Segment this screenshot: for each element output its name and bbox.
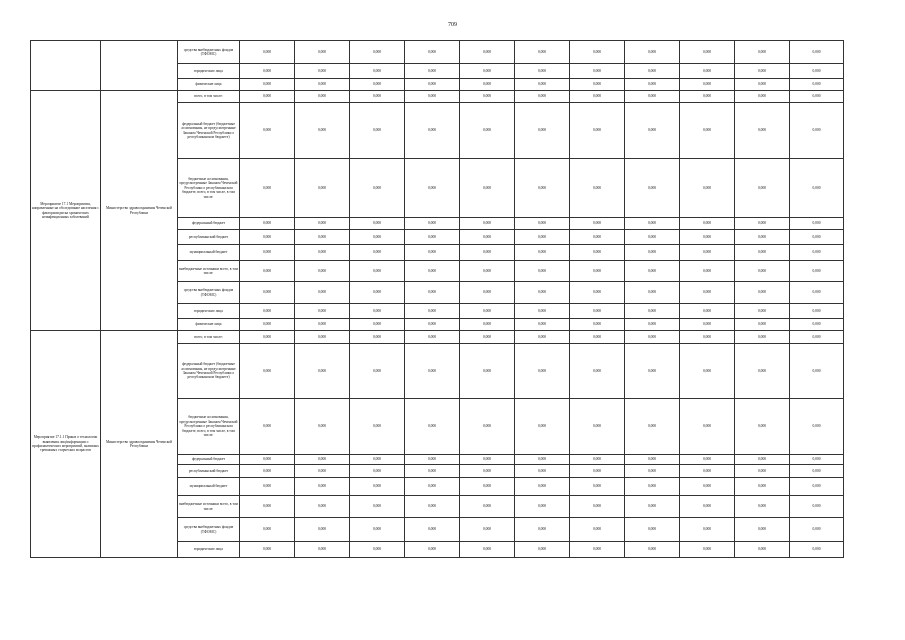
value-cell: 0,000	[790, 455, 844, 465]
value-cell: 0,000	[295, 230, 350, 245]
value-cell: 0,000	[295, 399, 350, 455]
value-cell: 0,000	[295, 41, 350, 64]
value-cell: 0,000	[570, 230, 625, 245]
value-cell: 0,000	[350, 261, 405, 282]
value-cell: 0,000	[515, 79, 570, 91]
value-cell: 0,000	[625, 282, 680, 304]
page-number: 709	[448, 22, 457, 28]
value-cell: 0,000	[240, 344, 295, 399]
value-cell: 0,000	[570, 64, 625, 79]
value-cell: 0,000	[570, 399, 625, 455]
value-cell: 0,000	[350, 399, 405, 455]
funding-source-cell: юридические лица	[178, 64, 240, 79]
value-cell: 0,000	[570, 79, 625, 91]
value-cell: 0,000	[515, 282, 570, 304]
value-cell: 0,000	[790, 344, 844, 399]
value-cell: 0,000	[295, 282, 350, 304]
value-cell: 0,000	[460, 64, 515, 79]
value-cell: 0,000	[625, 218, 680, 230]
value-cell: 0,000	[515, 230, 570, 245]
value-cell: 0,000	[790, 159, 844, 218]
value-cell: 0,000	[405, 282, 460, 304]
value-cell: 0,000	[515, 344, 570, 399]
value-cell: 0,000	[405, 261, 460, 282]
value-cell: 0,000	[735, 399, 790, 455]
value-cell: 0,000	[680, 103, 735, 159]
funding-source-cell: юридические лица	[178, 542, 240, 558]
value-cell: 0,000	[240, 455, 295, 465]
value-cell: 0,000	[295, 496, 350, 518]
value-cell: 0,000	[790, 282, 844, 304]
value-cell: 0,000	[295, 331, 350, 344]
value-cell: 0,000	[570, 319, 625, 331]
value-cell: 0,000	[790, 304, 844, 319]
value-cell: 0,000	[295, 465, 350, 478]
value-cell: 0,000	[240, 41, 295, 64]
value-cell: 0,000	[735, 542, 790, 558]
funding-source-cell: средства внебюджетных фондов (ТФОМС)	[178, 282, 240, 304]
value-cell: 0,000	[625, 478, 680, 496]
value-cell: 0,000	[460, 103, 515, 159]
value-cell: 0,000	[350, 496, 405, 518]
value-cell: 0,000	[295, 344, 350, 399]
funding-source-cell: бюджетные ассигнования, предусмотренные Законом Чеченской Республики о республиканском бюджете, всего, в том числе, в том числе:	[178, 159, 240, 218]
value-cell: 0,000	[570, 496, 625, 518]
executor-cell: Министерство здравоохранения Чеченской Республики	[101, 91, 178, 331]
value-cell: 0,000	[625, 245, 680, 261]
value-cell: 0,000	[240, 245, 295, 261]
value-cell: 0,000	[625, 304, 680, 319]
value-cell: 0,000	[790, 64, 844, 79]
value-cell: 0,000	[735, 41, 790, 64]
value-cell: 0,000	[625, 230, 680, 245]
value-cell: 0,000	[790, 331, 844, 344]
value-cell: 0,000	[350, 64, 405, 79]
value-cell: 0,000	[405, 79, 460, 91]
value-cell: 0,000	[680, 91, 735, 103]
value-cell: 0,000	[350, 304, 405, 319]
value-cell: 0,000	[735, 478, 790, 496]
funding-source-cell: средства внебюджетных фондов (ТФОМС)	[178, 41, 240, 64]
value-cell: 0,000	[515, 399, 570, 455]
value-cell: 0,000	[350, 41, 405, 64]
value-cell: 0,000	[570, 91, 625, 103]
value-cell: 0,000	[680, 399, 735, 455]
value-cell: 0,000	[350, 319, 405, 331]
value-cell: 0,000	[350, 230, 405, 245]
value-cell: 0,000	[405, 64, 460, 79]
value-cell: 0,000	[350, 91, 405, 103]
value-cell: 0,000	[680, 218, 735, 230]
funding-source-cell: всего, в том числе:	[178, 331, 240, 344]
value-cell: 0,000	[350, 159, 405, 218]
value-cell: 0,000	[735, 331, 790, 344]
value-cell: 0,000	[735, 344, 790, 399]
value-cell: 0,000	[790, 399, 844, 455]
value-cell: 0,000	[625, 261, 680, 282]
value-cell: 0,000	[240, 465, 295, 478]
value-cell: 0,000	[240, 478, 295, 496]
value-cell: 0,000	[460, 304, 515, 319]
value-cell: 0,000	[460, 282, 515, 304]
value-cell: 0,000	[350, 79, 405, 91]
value-cell: 0,000	[570, 159, 625, 218]
value-cell: 0,000	[680, 230, 735, 245]
value-cell: 0,000	[735, 455, 790, 465]
value-cell: 0,000	[515, 218, 570, 230]
value-cell: 0,000	[240, 103, 295, 159]
value-cell: 0,000	[570, 245, 625, 261]
value-cell: 0,000	[625, 91, 680, 103]
funding-source-cell: средства внебюджетных фондов (ТФОМС)	[178, 518, 240, 542]
funding-source-cell: республиканский бюджет	[178, 465, 240, 478]
funding-source-cell: внебюджетные источники всего, в том числе:	[178, 496, 240, 518]
funding-source-cell: физические лица	[178, 319, 240, 331]
value-cell: 0,000	[680, 542, 735, 558]
value-cell: 0,000	[625, 399, 680, 455]
value-cell: 0,000	[405, 230, 460, 245]
value-cell: 0,000	[735, 304, 790, 319]
value-cell: 0,000	[405, 159, 460, 218]
value-cell: 0,000	[515, 455, 570, 465]
value-cell: 0,000	[460, 218, 515, 230]
value-cell: 0,000	[460, 399, 515, 455]
value-cell: 0,000	[460, 344, 515, 399]
value-cell: 0,000	[570, 344, 625, 399]
value-cell: 0,000	[680, 331, 735, 344]
value-cell: 0,000	[680, 465, 735, 478]
value-cell: 0,000	[405, 331, 460, 344]
value-cell: 0,000	[350, 344, 405, 399]
value-cell: 0,000	[405, 542, 460, 558]
executor-cell	[101, 41, 178, 91]
value-cell: 0,000	[735, 465, 790, 478]
value-cell: 0,000	[240, 159, 295, 218]
value-cell: 0,000	[680, 261, 735, 282]
value-cell: 0,000	[570, 282, 625, 304]
funding-source-cell: республиканский бюджет	[178, 230, 240, 245]
funding-source-cell: юридические лица	[178, 304, 240, 319]
value-cell: 0,000	[570, 261, 625, 282]
value-cell: 0,000	[570, 542, 625, 558]
value-cell: 0,000	[350, 282, 405, 304]
table-row	[31, 41, 844, 64]
value-cell: 0,000	[790, 496, 844, 518]
value-cell: 0,000	[515, 103, 570, 159]
value-cell: 0,000	[295, 91, 350, 103]
value-cell: 0,000	[295, 64, 350, 79]
funding-source-cell: федеральный бюджет (бюджетные ассигнования, не предусмотренные Законом Чеченской Республики о республиканском бюджете)	[178, 344, 240, 399]
value-cell: 0,000	[240, 64, 295, 79]
value-cell: 0,000	[405, 455, 460, 465]
value-cell: 0,000	[460, 261, 515, 282]
value-cell: 0,000	[460, 91, 515, 103]
value-cell: 0,000	[240, 261, 295, 282]
value-cell: 0,000	[295, 245, 350, 261]
value-cell: 0,000	[790, 91, 844, 103]
value-cell: 0,000	[735, 261, 790, 282]
value-cell: 0,000	[680, 344, 735, 399]
value-cell: 0,000	[460, 518, 515, 542]
value-cell: 0,000	[240, 91, 295, 103]
value-cell: 0,000	[460, 496, 515, 518]
value-cell: 0,000	[680, 304, 735, 319]
value-cell: 0,000	[405, 399, 460, 455]
value-cell: 0,000	[625, 159, 680, 218]
funding-source-cell: всего, в том числе:	[178, 91, 240, 103]
value-cell: 0,000	[350, 542, 405, 558]
value-cell: 0,000	[735, 91, 790, 103]
value-cell: 0,000	[350, 103, 405, 159]
value-cell: 0,000	[515, 542, 570, 558]
value-cell: 0,000	[680, 245, 735, 261]
value-cell: 0,000	[790, 103, 844, 159]
value-cell: 0,000	[680, 79, 735, 91]
value-cell: 0,000	[790, 465, 844, 478]
value-cell: 0,000	[240, 319, 295, 331]
funding-source-cell: физические лица	[178, 79, 240, 91]
value-cell: 0,000	[625, 319, 680, 331]
value-cell: 0,000	[295, 103, 350, 159]
value-cell: 0,000	[790, 319, 844, 331]
value-cell: 0,000	[295, 455, 350, 465]
value-cell: 0,000	[625, 455, 680, 465]
value-cell: 0,000	[460, 478, 515, 496]
value-cell: 0,000	[625, 103, 680, 159]
value-cell: 0,000	[735, 103, 790, 159]
value-cell: 0,000	[350, 331, 405, 344]
value-cell: 0,000	[295, 218, 350, 230]
value-cell: 0,000	[515, 496, 570, 518]
value-cell: 0,000	[680, 319, 735, 331]
table-row	[31, 331, 844, 344]
value-cell: 0,000	[460, 465, 515, 478]
value-cell: 0,000	[735, 64, 790, 79]
value-cell: 0,000	[350, 478, 405, 496]
value-cell: 0,000	[405, 319, 460, 331]
funding-source-cell: внебюджетные источники всего, в том числе:	[178, 261, 240, 282]
value-cell: 0,000	[515, 41, 570, 64]
value-cell: 0,000	[790, 245, 844, 261]
value-cell: 0,000	[515, 465, 570, 478]
value-cell: 0,000	[625, 331, 680, 344]
budget-table	[30, 40, 844, 558]
value-cell: 0,000	[240, 496, 295, 518]
funding-source-cell: муниципальный бюджет	[178, 245, 240, 261]
value-cell: 0,000	[625, 518, 680, 542]
measure-cell	[31, 41, 101, 91]
measure-cell: Мероприятие 17.1 Мероприятия, направленные на обследование населения с факторами риска хронических неинфекционных заболеваний	[31, 91, 101, 331]
value-cell: 0,000	[680, 478, 735, 496]
value-cell: 0,000	[405, 218, 460, 230]
value-cell: 0,000	[790, 41, 844, 64]
value-cell: 0,000	[240, 304, 295, 319]
value-cell: 0,000	[735, 79, 790, 91]
value-cell: 0,000	[680, 496, 735, 518]
value-cell: 0,000	[460, 79, 515, 91]
value-cell: 0,000	[790, 218, 844, 230]
value-cell: 0,000	[405, 465, 460, 478]
funding-source-cell: муниципальный бюджет	[178, 478, 240, 496]
value-cell: 0,000	[625, 465, 680, 478]
value-cell: 0,000	[570, 465, 625, 478]
value-cell: 0,000	[790, 478, 844, 496]
value-cell: 0,000	[735, 518, 790, 542]
value-cell: 0,000	[790, 261, 844, 282]
value-cell: 0,000	[625, 496, 680, 518]
value-cell: 0,000	[570, 518, 625, 542]
value-cell: 0,000	[295, 478, 350, 496]
value-cell: 0,000	[515, 331, 570, 344]
value-cell: 0,000	[680, 159, 735, 218]
value-cell: 0,000	[735, 159, 790, 218]
value-cell: 0,000	[240, 218, 295, 230]
value-cell: 0,000	[460, 319, 515, 331]
value-cell: 0,000	[240, 79, 295, 91]
value-cell: 0,000	[570, 218, 625, 230]
value-cell: 0,000	[570, 103, 625, 159]
value-cell: 0,000	[460, 542, 515, 558]
value-cell: 0,000	[515, 304, 570, 319]
value-cell: 0,000	[570, 41, 625, 64]
value-cell: 0,000	[790, 230, 844, 245]
value-cell: 0,000	[460, 245, 515, 261]
value-cell: 0,000	[350, 245, 405, 261]
value-cell: 0,000	[295, 304, 350, 319]
value-cell: 0,000	[625, 542, 680, 558]
value-cell: 0,000	[515, 91, 570, 103]
value-cell: 0,000	[625, 64, 680, 79]
value-cell: 0,000	[515, 261, 570, 282]
value-cell: 0,000	[680, 282, 735, 304]
value-cell: 0,000	[625, 344, 680, 399]
value-cell: 0,000	[570, 455, 625, 465]
funding-source-cell: федеральный бюджет (бюджетные ассигнования, не предусмотренные Законом Чеченской Республики о республиканском бюджете)	[178, 103, 240, 159]
value-cell: 0,000	[350, 518, 405, 542]
value-cell: 0,000	[240, 518, 295, 542]
value-cell: 0,000	[295, 159, 350, 218]
value-cell: 0,000	[240, 542, 295, 558]
table-row	[31, 91, 844, 103]
value-cell: 0,000	[680, 64, 735, 79]
value-cell: 0,000	[405, 304, 460, 319]
value-cell: 0,000	[515, 159, 570, 218]
value-cell: 0,000	[515, 245, 570, 261]
value-cell: 0,000	[295, 319, 350, 331]
executor-cell: Министерство здравоохранения Чеченской Республики	[101, 331, 178, 558]
value-cell: 0,000	[460, 331, 515, 344]
value-cell: 0,000	[405, 344, 460, 399]
value-cell: 0,000	[240, 230, 295, 245]
value-cell: 0,000	[405, 103, 460, 159]
value-cell: 0,000	[405, 518, 460, 542]
value-cell: 0,000	[460, 159, 515, 218]
value-cell: 0,000	[735, 230, 790, 245]
value-cell: 0,000	[625, 41, 680, 64]
value-cell: 0,000	[790, 79, 844, 91]
value-cell: 0,000	[680, 455, 735, 465]
value-cell: 0,000	[515, 478, 570, 496]
value-cell: 0,000	[405, 91, 460, 103]
value-cell: 0,000	[570, 331, 625, 344]
value-cell: 0,000	[680, 518, 735, 542]
value-cell: 0,000	[460, 230, 515, 245]
value-cell: 0,000	[790, 518, 844, 542]
value-cell: 0,000	[405, 478, 460, 496]
value-cell: 0,000	[295, 261, 350, 282]
measure-cell: Мероприятие 17.1.1 Приказ о технологии выявления лиц/информации о профилактических мероприятий, значимых тревожных старческих возрастов	[31, 331, 101, 558]
value-cell: 0,000	[460, 41, 515, 64]
value-cell: 0,000	[680, 41, 735, 64]
value-cell: 0,000	[515, 518, 570, 542]
value-cell: 0,000	[240, 331, 295, 344]
value-cell: 0,000	[350, 455, 405, 465]
value-cell: 0,000	[240, 282, 295, 304]
funding-source-cell: федеральный бюджет	[178, 455, 240, 465]
value-cell: 0,000	[295, 518, 350, 542]
value-cell: 0,000	[735, 496, 790, 518]
value-cell: 0,000	[350, 465, 405, 478]
value-cell: 0,000	[570, 304, 625, 319]
value-cell: 0,000	[735, 245, 790, 261]
value-cell: 0,000	[570, 478, 625, 496]
value-cell: 0,000	[405, 41, 460, 64]
value-cell: 0,000	[625, 79, 680, 91]
value-cell: 0,000	[295, 542, 350, 558]
value-cell: 0,000	[735, 218, 790, 230]
funding-source-cell: федеральный бюджет	[178, 218, 240, 230]
funding-source-cell: бюджетные ассигнования, предусмотренные Законом Чеченской Республики о республиканском бюджете, всего, в том числе, в том числе:	[178, 399, 240, 455]
value-cell: 0,000	[515, 319, 570, 331]
value-cell: 0,000	[405, 496, 460, 518]
value-cell: 0,000	[295, 79, 350, 91]
value-cell: 0,000	[240, 399, 295, 455]
value-cell: 0,000	[735, 282, 790, 304]
value-cell: 0,000	[515, 64, 570, 79]
value-cell: 0,000	[350, 218, 405, 230]
value-cell: 0,000	[405, 245, 460, 261]
value-cell: 0,000	[460, 455, 515, 465]
value-cell: 0,000	[735, 319, 790, 331]
value-cell: 0,000	[790, 542, 844, 558]
